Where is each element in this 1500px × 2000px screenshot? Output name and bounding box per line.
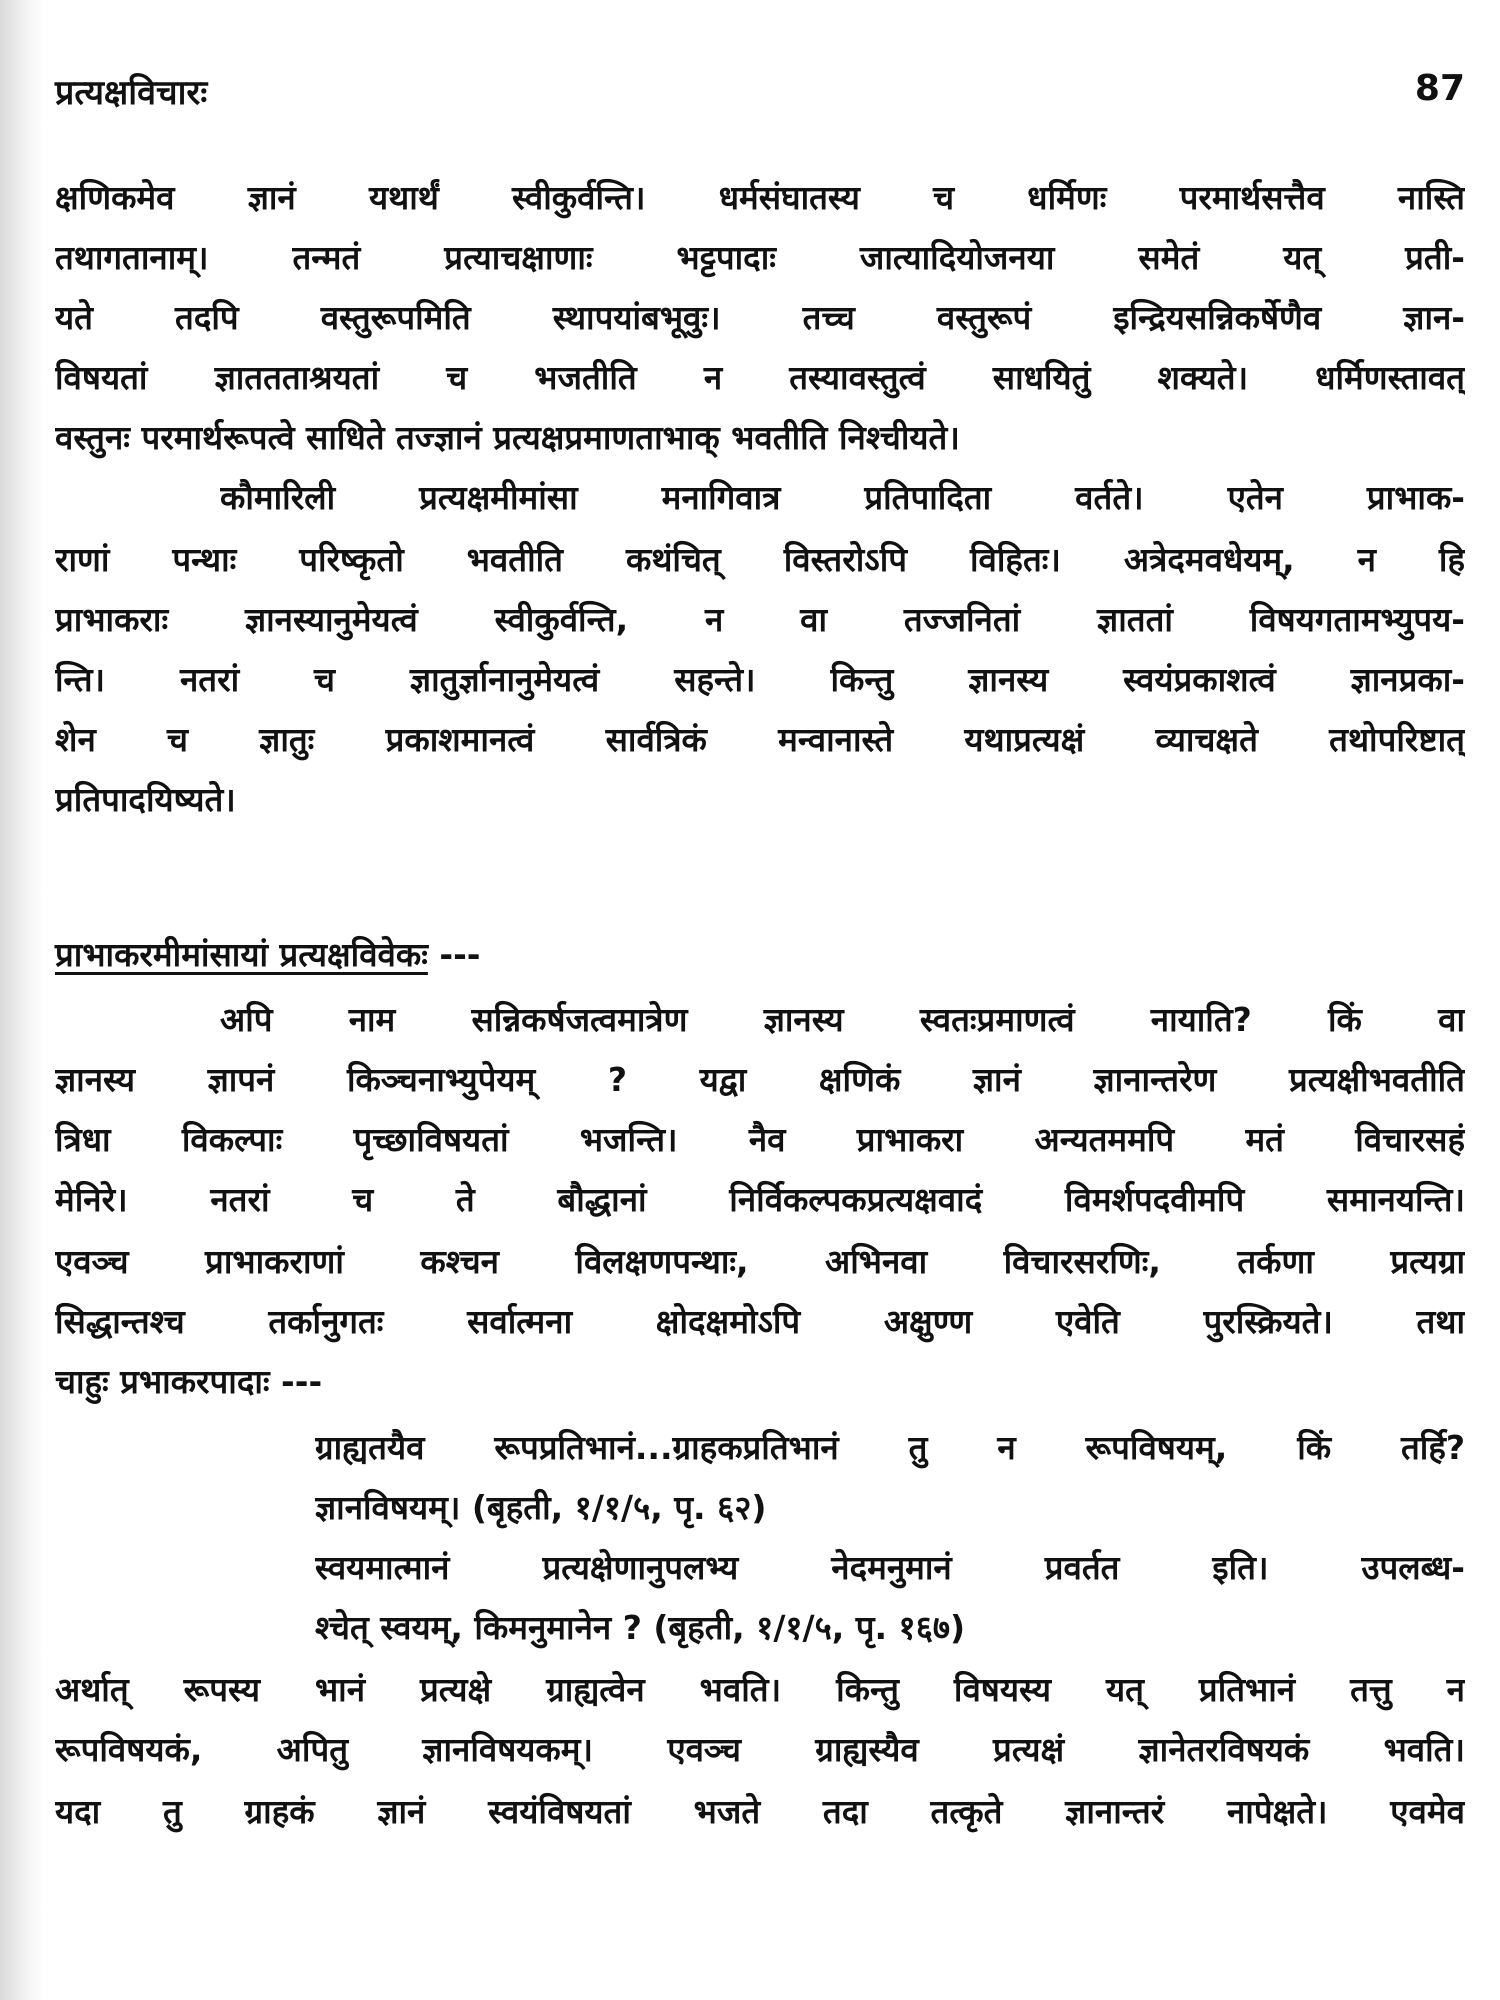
text-line: कौमारिली प्रत्यक्षमीमांसा मनागिवात्र प्रतिपादिता वर्तते। एतेन प्राभाक- — [220, 478, 1465, 517]
text-line: प्रतिपादयिष्यते। — [55, 780, 236, 819]
text-line: तथागतानाम्। तन्मतं प्रत्याचक्षाणाः भट्टपादाः जात्यादियोजनया समेतं यत् प्रती- — [55, 238, 1465, 277]
page-number: 87 — [1414, 68, 1465, 109]
text-line: शेन च ज्ञातुः प्रकाशमानत्वं सार्वत्रिकं मन्वानास्ते यथाप्रत्यक्षं व्याचक्षते तथोपरिष्टात् — [55, 720, 1465, 759]
text-line: सिद्धान्तश्च तर्कानुगतः सर्वात्मना क्षोदक्षमोऽपि अक्षुण्ण एवेति पुरस्क्रियते। तथा — [55, 1302, 1465, 1341]
quote-line: स्वयमात्मानं प्रत्यक्षेणानुपलभ्य नेदमनुमानं प्रवर्तत इति। उपलब्ध- — [315, 1548, 1465, 1587]
page-gutter-shadow — [0, 0, 44, 2000]
text-line: यदा तु ग्राहकं ज्ञानं स्वयंविषयतां भजते तदा तत्कृते ज्ञानान्तरं नापेक्षते। एवमेव — [55, 1792, 1465, 1831]
quote-line: ज्ञानविषयम्। (बृहती, १/१/५, पृ. ६२) — [315, 1488, 767, 1527]
text-line: एवञ्च प्राभाकराणां कश्चन विलक्षणपन्थाः, अभिनवा विचारसरणिः, तर्कणा प्रत्यग्रा — [55, 1242, 1465, 1281]
text-line: रूपविषयकं, अपितु ज्ञानविषयकम्। एवञ्च ग्राह्यस्यैव प्रत्यक्षं ज्ञानेतरविषयकं भवति। — [55, 1730, 1465, 1769]
page-header — [55, 68, 1465, 118]
quote-line: ग्राह्यतयैव रूपप्रतिभानं...ग्राहकप्रतिभानं तु न रूपविषयम्, किं तर्हि? — [315, 1428, 1465, 1467]
text-line: ज्ञानस्य ज्ञापनं किञ्चनाभ्युपेयम् ? यद्वा क्षणिकं ज्ञानं ज्ञानान्तरेण प्रत्यक्षीभवतीति — [55, 1060, 1465, 1099]
text-line: अपि नाम सन्निकर्षजत्वमात्रेण ज्ञानस्य स्वतःप्रमाणत्वं नायाति? किं वा — [220, 1000, 1465, 1039]
text-line: यते तदपि वस्तुरूपमिति स्थापयांबभूवुः। तच्च वस्तुरूपं इन्द्रियसन्निकर्षेणैव ज्ञान- — [55, 298, 1465, 337]
section-heading-dash: --- — [427, 935, 481, 974]
text-line: मेनिरे। नतरां च ते बौद्धानां निर्विकल्पकप्रत्यक्षवादं विमर्शपदवीमपि समानयन्ति। — [55, 1180, 1465, 1219]
text-line: वस्तुनः परमार्थरूपत्वे साधिते तज्ज्ञानं प्रत्यक्षप्रमाणताभाक् भवतीति निश्चीयते। — [55, 418, 960, 457]
text-line: प्राभाकराः ज्ञानस्यानुमेयत्वं स्वीकुर्वन्ति, न वा तज्जनितां ज्ञाततां विषयगतामभ्युपय- — [55, 600, 1465, 639]
text-line: विषयतां ज्ञाततताश्रयतां च भजतीति न तस्यावस्तुत्वं साधयितुं शक्यते। धर्मिणस्तावत् — [55, 358, 1465, 397]
text-line: क्षणिकमेव ज्ञानं यथार्थं स्वीकुर्वन्ति। धर्मसंघातस्य च धर्मिणः परमार्थसत्तैव नास्ति — [55, 178, 1465, 217]
text-line: राणां पन्थाः परिष्कृतो भवतीति कथंचित् विस्तरोऽपि विहितः। अत्रेदमवधेयम्, न हि — [55, 540, 1465, 579]
section-heading-title: प्राभाकरमीमांसायां प्रत्यक्षविवेकः — [55, 935, 428, 974]
section-heading — [55, 925, 480, 985]
text-line: न्ति। नतरां च ज्ञातुर्ज्ञानानुमेयत्वं सहन्ते। किन्तु ज्ञानस्य स्वयंप्रकाशत्वं ज्ञानप्रका- — [55, 660, 1465, 699]
running-head: प्रत्यक्षविचारः — [55, 73, 208, 113]
text-line: चाहुः प्रभाकरपादाः --- — [55, 1362, 323, 1401]
text-line: अर्थात् रूपस्य भानं प्रत्यक्षे ग्राह्यत्वेन भवति। किन्तु विषयस्य यत् प्रतिभानं तत्तु न — [55, 1670, 1465, 1709]
quote-line: श्चेत् स्वयम्, किमनुमानेन ? (बृहती, १/१/५, पृ. १६७) — [315, 1608, 966, 1647]
text-line: त्रिधा विकल्पाः पृच्छाविषयतां भजन्ति। नैव प्राभाकरा अन्यतममपि मतं विचारसहं — [55, 1120, 1465, 1159]
